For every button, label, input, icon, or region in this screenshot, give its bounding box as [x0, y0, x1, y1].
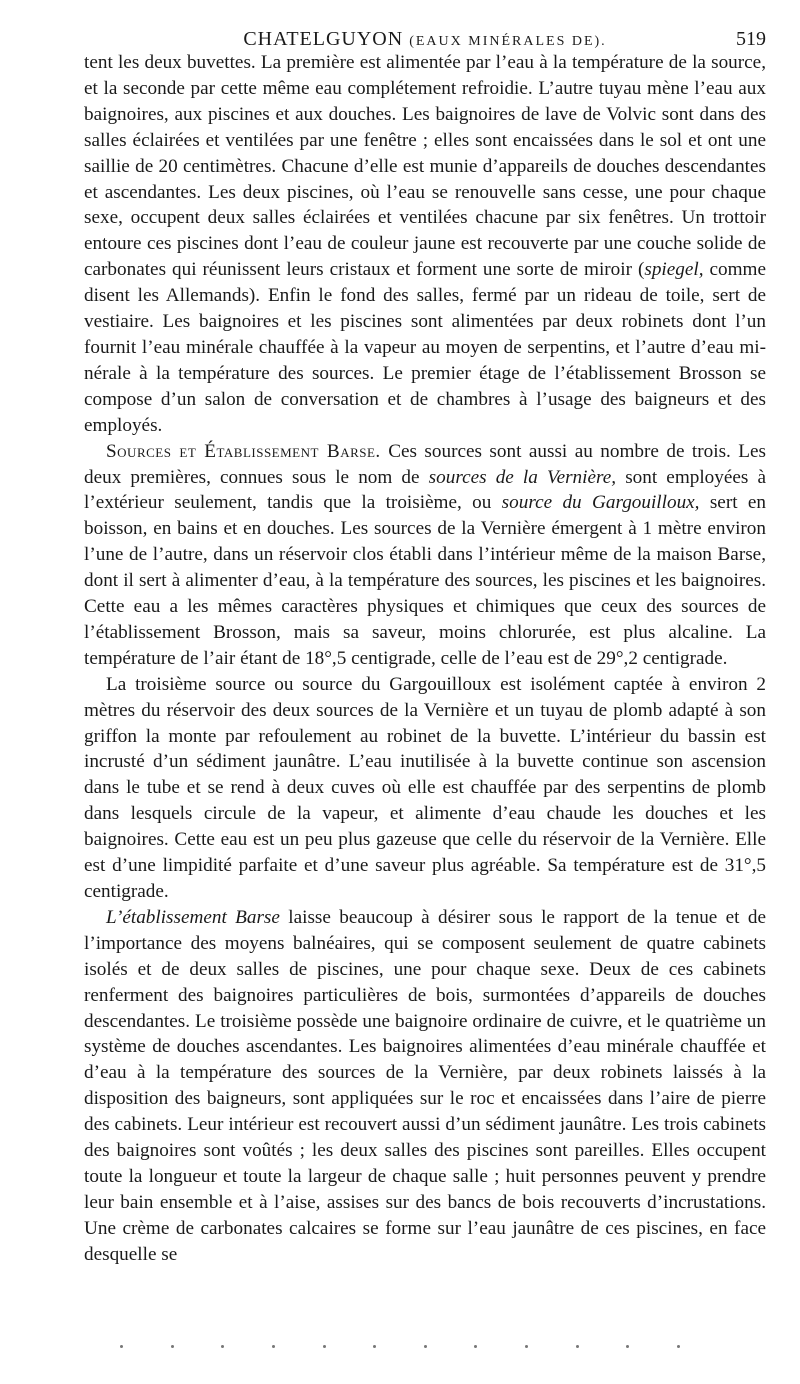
paragraph-2-text-b: sont employées à l’extérieur seulement, tandis que la troisième, ou [84, 466, 767, 514]
bleed-mark [424, 1345, 427, 1348]
bleed-mark [373, 1345, 376, 1348]
paragraph-2-text-c: sert en boisson, en bains et en douches. Les sources de la Vernière émergent à 1 mètre environ l’une de l’autre, dans un réservoir clos établi dans l’intérieur même de la maison Barse, dont il sert à alimenter d’eau, à la température des sources, les piscines et les baignoires. Cette eau a les mêmes caractères physiques et chimiques que ceux des sources de l’établissement Brosson, mais sa saveur, moins chlorurée, est plus alcaline. La température de l’air étant de 18°,5 centigrade, celle de l’eau est de 29°,2 centigrade. [84, 492, 766, 669]
running-head [84, 0, 766, 50]
paragraph-1-italic: spiegel, [644, 259, 704, 281]
section-heading-barse: Sources et Établissement Barse. [106, 440, 381, 462]
paragraph-1-text: tent les deux buvettes. La première est alimentée par l’eau à la température de la source, et la seconde par cette même eau complétement refroidie. L’autre tuyau mène l’eau aux baignoires, aux piscines et aux douches. Les baignoires de lave de Volvic sont dans des salles éclairées et ventilées par une fenêtre ; elles sont encaissées dans le sol et ont une saillie de 20 centimètres. Chacune d’elle est munie d’appareils de douches descendantes et ascendantes. Les deux piscines, où l’eau se renouvelle sans cesse, une pour chaque sexe, occupent deux salles éclairées et ventilées chacune par six fenêtres. Un trottoir entoure ces piscines dont l’eau de couleur jaune est recouverte par une couche solide de carbonates qui réunissent leurs cristaux et forment une sorte de miroir ( [84, 52, 766, 281]
bleed-mark [626, 1345, 629, 1348]
paragraph-3: La troisième source ou source du Gargouilloux est isolément captée à environ 2 mètres du réservoir des deux sources de la Vernière et un tuyau de plomb adapté à son griffon la monte par refoulement au robinet de la buvette. L’intérieur du bassin est incrusté d’un sédiment jaunâtre. L’eau inutilisée à la buvette continue son ascension dans le tube et se rend à deux cuves où elle est chauffée par des serpentins de plomb dans lesquels circule de la vapeur, et alimente d’eau chaude les douches et les baignoires. Cette eau est un peu plus gazeuse que celle du réservoir de la Vernière. Elle est d’une limpidité parfaite et d’une saveur plus agréable. Sa température est de 31°,5 centigrade. [84, 673, 766, 902]
bleed-mark [272, 1345, 275, 1348]
bleed-mark [171, 1345, 174, 1348]
bleed-mark [221, 1345, 224, 1348]
page-number: 519 [736, 28, 766, 50]
bleed-mark [323, 1345, 326, 1348]
bleed-mark [525, 1345, 528, 1348]
running-title-main: CHATELGUYON [243, 28, 404, 50]
paragraph-2-italic-1: sources de la Vernière, [428, 466, 617, 488]
paragraph-2-text-a: Ces sources sont aussi au nombre de trois. Les deux premières, connues sous le nom de [84, 440, 766, 488]
footer-bleed-marks [120, 1345, 680, 1355]
paragraph-1-text-rest: comme disent les Allemands). Enfin le fond des salles, fermé par un rideau de toile, sert de vestiaire. Les baignoires et les piscines sont alimentées par deux robinets dont l’un fournit l’eau minérale chauffée à la vapeur au moyen de serpentins, et l’autre d’eau minérale à la température des sources. Le premier étage de l’établissement Brosson se compose d’un salon de conversation et de chambres à l’usage des baigneurs et des employés. [84, 259, 767, 436]
paragraph-1 [84, 50, 766, 439]
running-title-subtitle: (EAUX MINÉRALES DE). [409, 34, 607, 49]
paragraph-4 [84, 905, 766, 1268]
page [84, 0, 766, 1268]
paragraph-2 [84, 439, 766, 672]
paragraph-4-italic: L’établissement Barse [106, 906, 280, 928]
body-text [84, 50, 766, 1268]
bleed-mark [576, 1345, 579, 1348]
bleed-mark [474, 1345, 477, 1348]
paragraph-2-italic-2: source du Gargouilloux, [501, 492, 700, 514]
paragraph-4-text: laisse beaucoup à désirer sous le rapport de la tenue et de l’importance des moyens balnéaires, qui se composent seulement de quatre cabinets isolés et de deux salles de piscines, une pour chaque sexe. Deux de ces cabinets renferment des baignoires particulières de bois, surmontées d’appareils de douches descendantes. Le troisième possède une baignoire ordinaire de cuivre, et le quatrième un système de douches ascendantes. Les baignoires alimentées d’eau minérale chauffée et d’eau à la température des sources de la Vernière, par deux robinets laissés à la disposition des baigneurs, sont appliquées sur le roc et encaissées dans l’aire de pierre des cabinets. Leur intérieur est recouvert aussi d’un sédiment jaunâtre. Les trois cabinets des baignoires sont voûtés ; les deux salles des piscines sont pareilles. Elles occupent toute la longueur et toute la largeur de chaque salle ; huit personnes peuvent y prendre leur bain ensemble et à l’aise, assises sur des bancs de bois recouverts d’incrustations. Une crème de carbonates calcaires se forme sur l’eau jaunâtre de ces piscines, en face desquelle se [84, 906, 766, 1265]
running-title [84, 28, 766, 51]
bleed-mark [677, 1345, 680, 1348]
bleed-mark [120, 1345, 123, 1348]
